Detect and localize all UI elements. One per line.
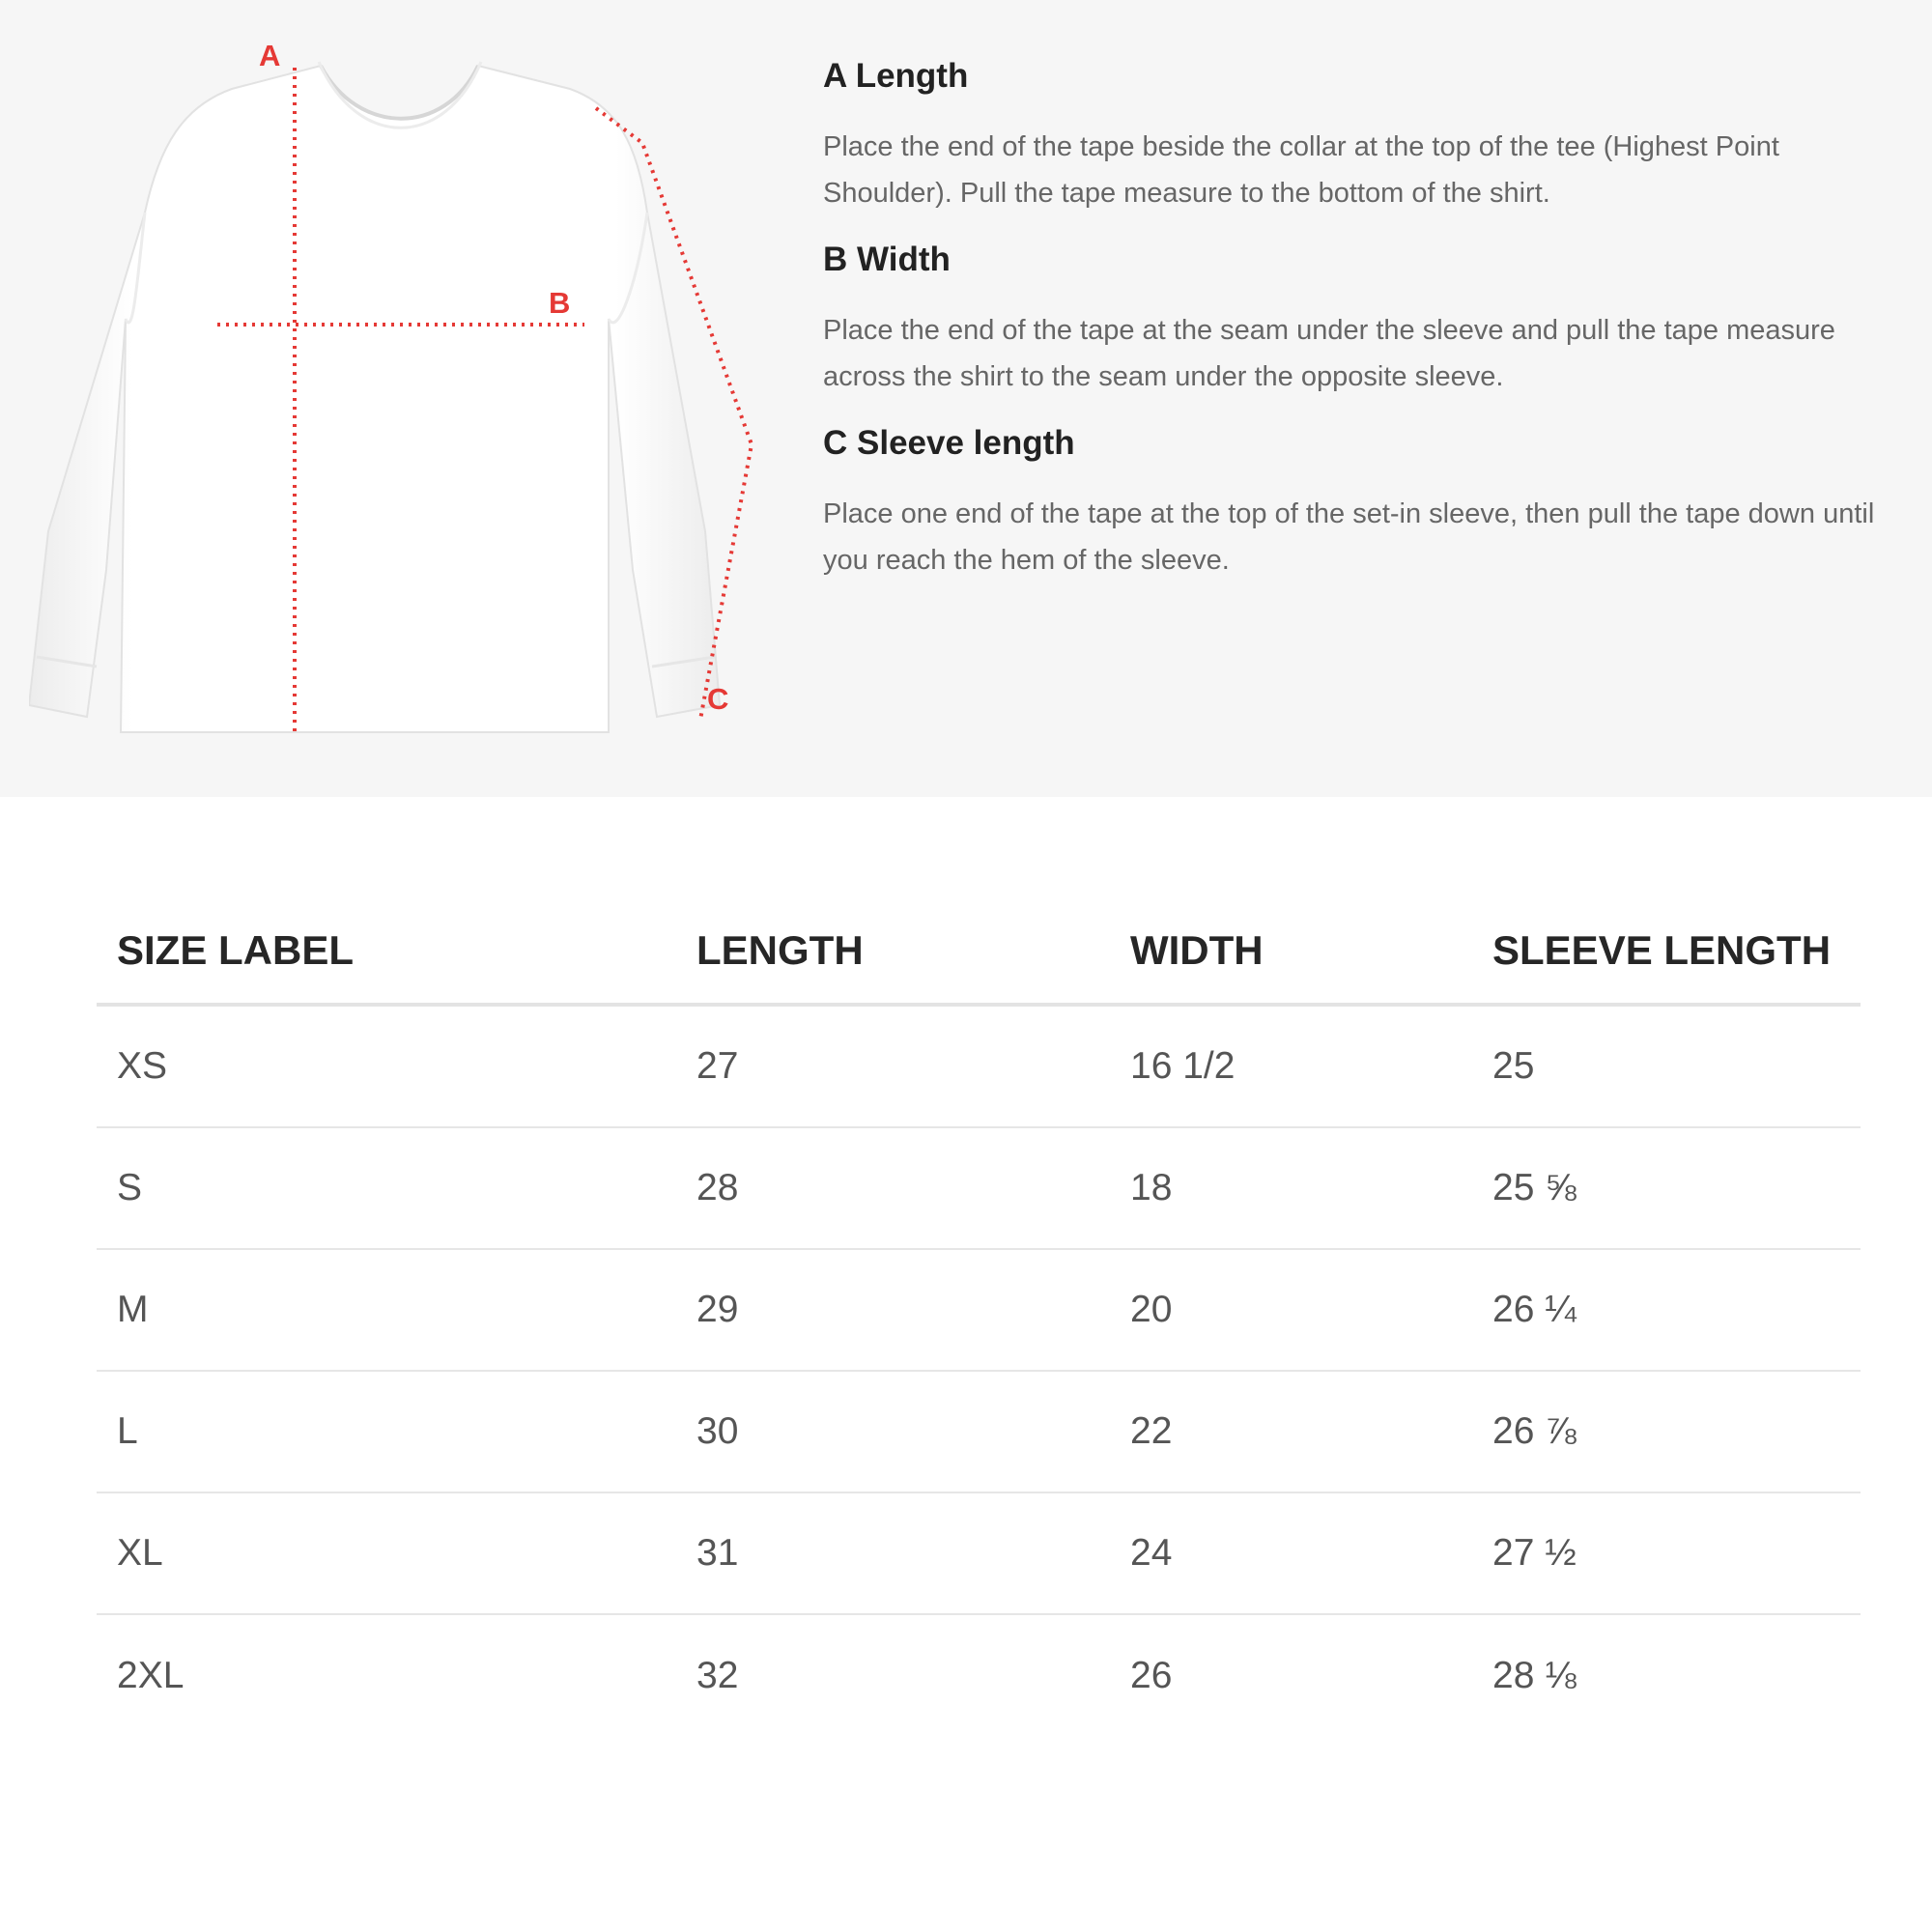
width-cell: 20: [1130, 1289, 1173, 1330]
size-cell: S: [117, 1167, 143, 1208]
measurement-instructions: [823, 56, 1886, 607]
sleeve-length-cell: 26 ¼: [1492, 1289, 1577, 1330]
size-cell: XL: [117, 1532, 163, 1574]
label-c: C: [707, 682, 729, 716]
width-cell: 26: [1130, 1655, 1173, 1696]
length-cell: 27: [696, 1045, 739, 1087]
long-sleeve-shirt-image: [29, 29, 773, 744]
header-width: WIDTH: [1130, 927, 1264, 973]
length-cell: 30: [696, 1410, 739, 1452]
length-cell: 32: [696, 1655, 739, 1696]
sleeve-length-cell: 26 ⅞: [1492, 1410, 1577, 1452]
sleeve-length-cell: 25: [1492, 1045, 1535, 1087]
instruction-title: B Width: [823, 241, 951, 278]
instruction-title: C Sleeve length: [823, 424, 1075, 462]
header-size-label: SIZE LABEL: [117, 927, 355, 973]
size-cell: L: [117, 1410, 138, 1452]
width-cell: 16 1/2: [1130, 1045, 1236, 1087]
table-row: [97, 1128, 1861, 1250]
instruction-text: Place one end of the tape at the top of the set-in sleeve, then pull the tape down until you reach the hem of the sleeve.: [823, 498, 1875, 576]
instruction-length: [823, 56, 1886, 216]
size-cell: 2XL: [117, 1655, 185, 1696]
size-cell: XS: [117, 1045, 168, 1087]
length-cell: 29: [696, 1289, 739, 1330]
table-row: [97, 1615, 1861, 1737]
label-a: A: [259, 39, 281, 72]
size-cell: M: [117, 1289, 149, 1330]
instruction-text: Place the end of the tape at the seam under the sleeve and pull the tape measure across the shirt to the seam under the opposite sleeve.: [823, 315, 1835, 392]
instruction-title: A Length: [823, 57, 969, 95]
length-cell: 28: [696, 1167, 739, 1208]
length-cell: 31: [696, 1532, 739, 1574]
header-sleeve-length: SLEEVE LENGTH: [1492, 927, 1832, 973]
instruction-width: [823, 240, 1886, 400]
label-b: B: [549, 286, 571, 320]
sleeve-length-cell: 28 ⅛: [1492, 1655, 1577, 1696]
instruction-sleeve-length: [823, 423, 1886, 583]
shirt-diagram: [29, 29, 773, 744]
table-row: [97, 1493, 1861, 1615]
table-row: [97, 1372, 1861, 1493]
sleeve-length-cell: 27 ½: [1492, 1532, 1577, 1574]
width-cell: 22: [1130, 1410, 1173, 1452]
table-row: [97, 1250, 1861, 1372]
instruction-text: Place the end of the tape beside the collar at the top of the tee (Highest Point Shoulder). Pull the tape measure to the bottom of the shirt.: [823, 131, 1779, 209]
sleeve-length-cell: 25 ⅝: [1492, 1167, 1577, 1208]
table-row: [97, 1007, 1861, 1128]
size-chart-table: [97, 898, 1861, 1737]
width-cell: 18: [1130, 1167, 1173, 1208]
header-length: LENGTH: [696, 927, 864, 973]
width-cell: 24: [1130, 1532, 1173, 1574]
measurement-guide: [0, 0, 1932, 797]
table-header-row: [97, 898, 1861, 1007]
